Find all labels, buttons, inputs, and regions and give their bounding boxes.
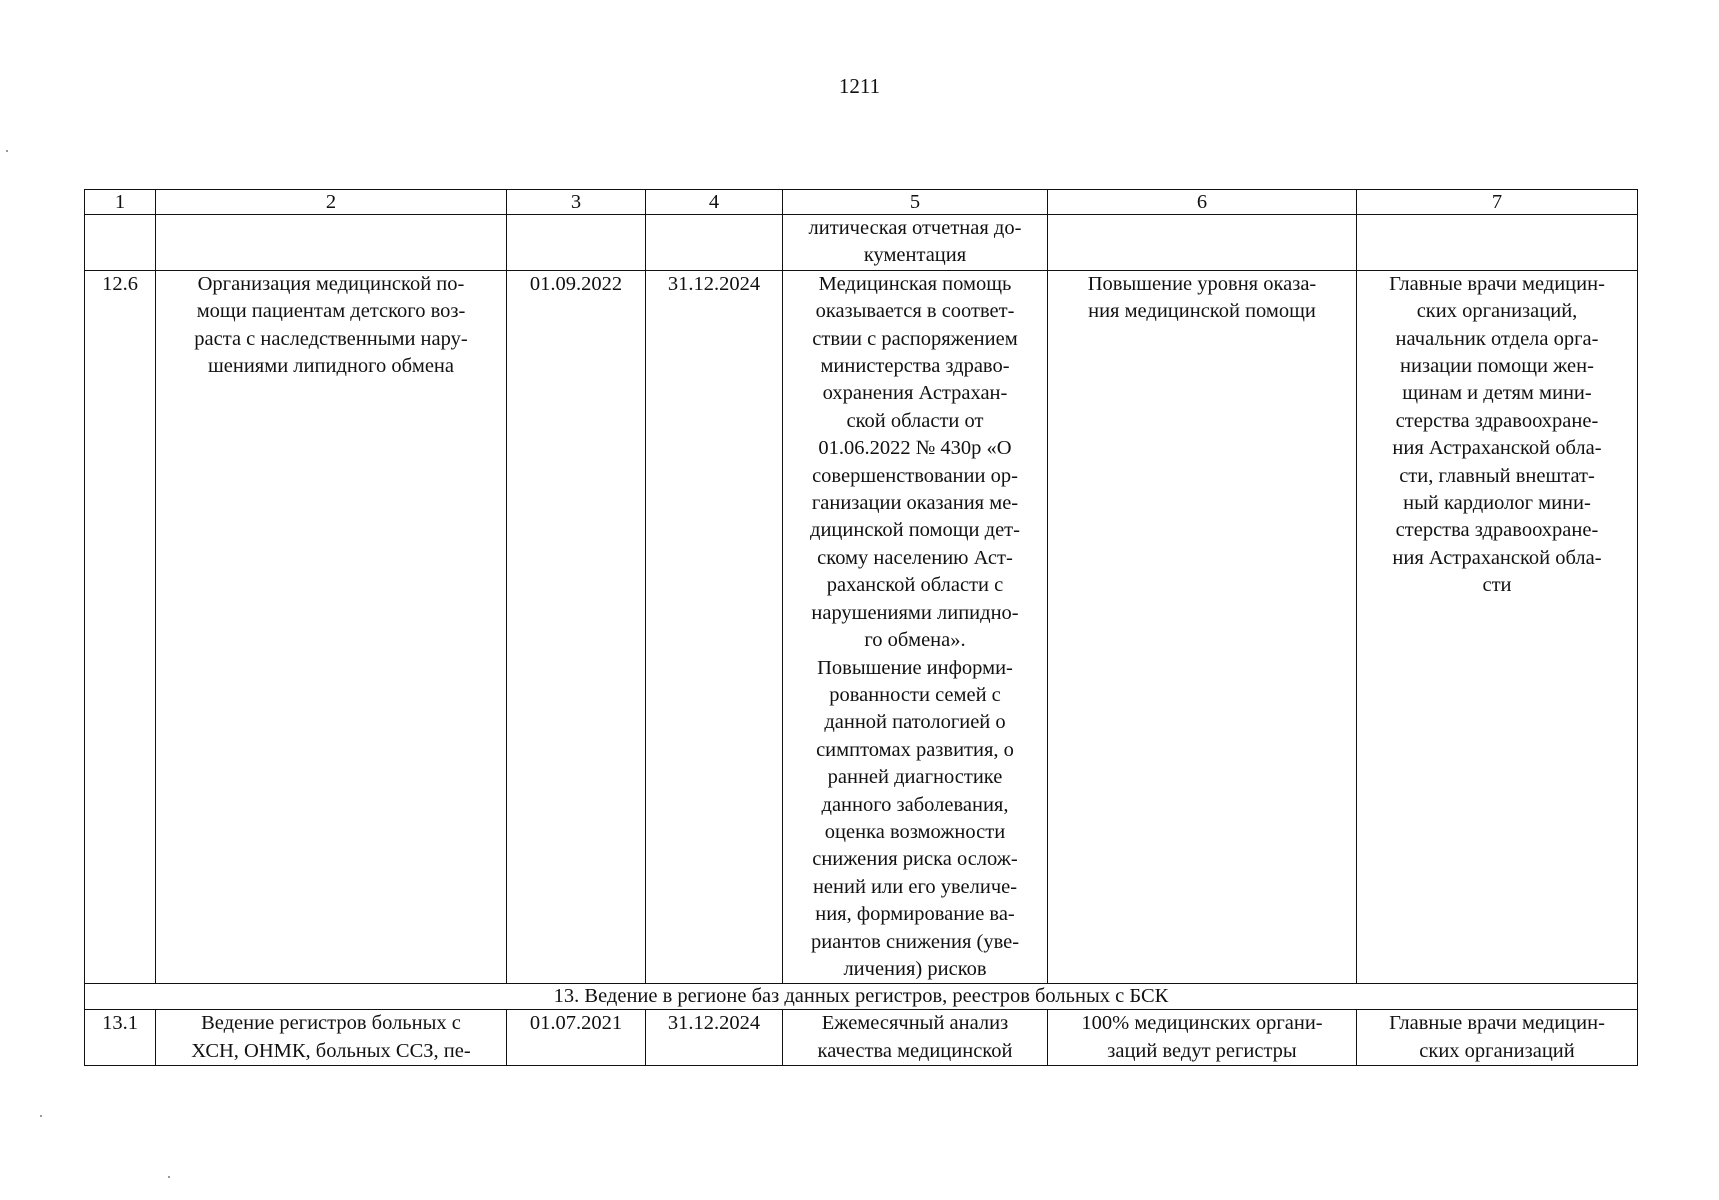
table-row [85,270,1638,984]
column-header: 1 [85,190,156,215]
column-header: 4 [646,190,783,215]
responsible-persons: Главные врачи медицин- ских организаций [1357,1010,1638,1066]
start-date: 01.07.2021 [507,1010,646,1066]
start-date: 01.09.2022 [507,270,646,984]
measure-name: Ведение регистров больных с ХСН, ОНМК, больных ССЗ, пе- [156,1010,507,1066]
continuation-description: литическая отчетная до- кументация [783,215,1048,271]
measures-table [84,189,1638,1066]
column-number-row [85,190,1638,215]
column-header: 7 [1357,190,1638,215]
end-date: 31.12.2024 [646,270,783,984]
continuation-row [85,215,1638,271]
column-header: 2 [156,190,507,215]
row-number: 13.1 [85,1010,156,1066]
scan-speck [168,1176,170,1178]
scan-speck [40,1115,42,1117]
section-heading: 13. Ведение в регионе баз данных регистров, реестров больных с БСК [85,984,1638,1010]
row-number: 12.6 [85,270,156,984]
column-header: 6 [1048,190,1357,215]
section-heading-row [85,984,1638,1010]
responsible-persons: Главные врачи медицин- ских организаций, начальник отдела орга- низации помощи жен- щинам и детям мини- стерства здравоохране- ния Астраханской обла- сти, главный внештат- ный кардиолог мини- стерства здравоохране- ния Астраханской обла- сти [1357,270,1638,984]
table-row [85,1010,1638,1066]
end-date: 31.12.2024 [646,1010,783,1066]
scan-speck [6,150,8,152]
column-header: 3 [507,190,646,215]
page-number: 1211 [838,74,881,98]
expected-result: Повышение уровня оказа- ния медицинской помощи [1048,270,1357,984]
column-header: 5 [783,190,1048,215]
measure-name: Организация медицинской по- мощи пациентам детского воз- раста с наследственными нару- шениями липидного обмена [156,270,507,984]
measure-description: Ежемесячный анализ качества медицинской [783,1010,1048,1066]
expected-result: 100% медицинских органи- заций ведут регистры [1048,1010,1357,1066]
measure-description: Медицинская помощь оказывается в соответ- ствии с распоряжением министерства здраво- охранения Астрахан- ской области от 01.06.2022 № 430р «О совершенствовании ор- ганизации оказания ме- дицинской помощи дет- скому населению Аст- раханской области с нарушениями липидно- го обмена». Повышение информи- рованности семей с данной патологией о симптомах развития, о ранней диагностике данного заболевания, оценка возможности снижения риска ослож- нений или его увеличе- ния, формирование ва- риантов снижения (уве- личения) рисков [783,270,1048,984]
